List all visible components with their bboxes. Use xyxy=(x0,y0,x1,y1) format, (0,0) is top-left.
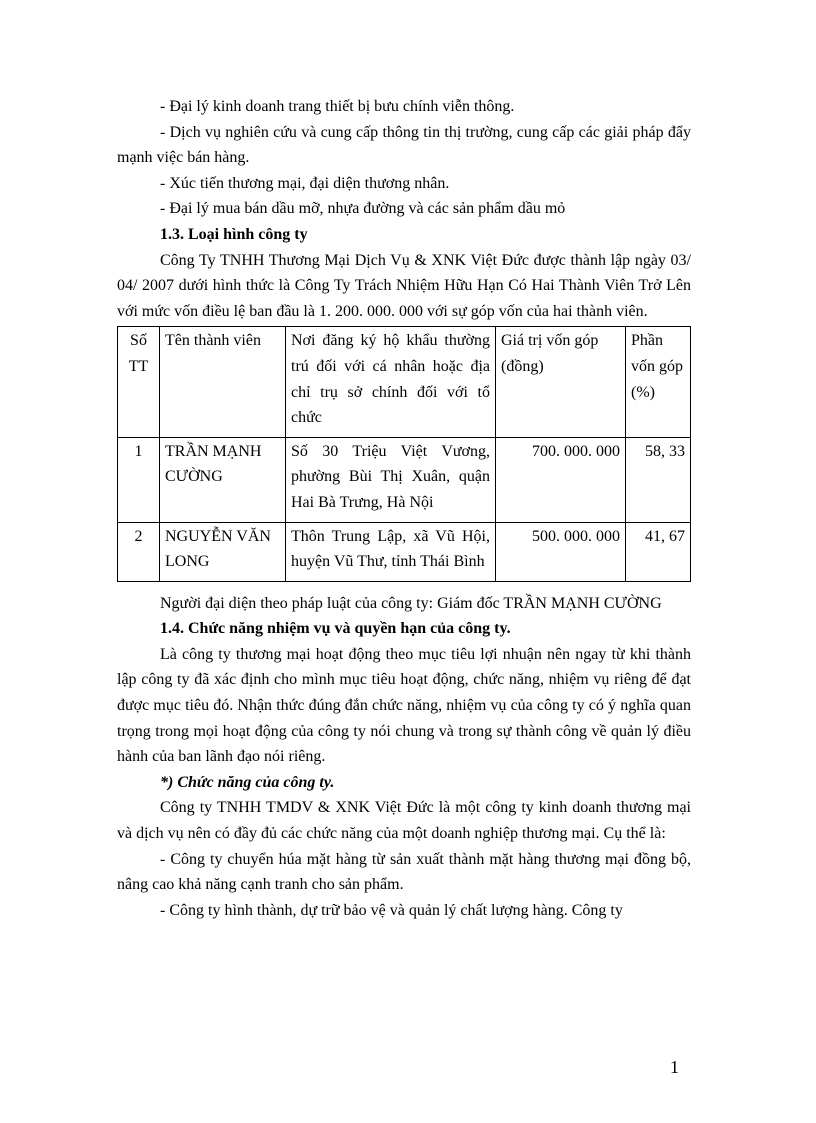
section-heading-1-3: 1.3. Loại hình công ty xyxy=(160,225,308,243)
table-row xyxy=(118,522,691,581)
cell-share: 41, 67 xyxy=(626,522,691,581)
cell-no: 1 xyxy=(118,437,160,522)
section-1-3-paragraph: Công Ty TNHH Thương Mại Dịch Vụ & XNK Việt Đức được thành lập ngày 03/ 04/ 2007 dưới hình thức là Công Ty Trách Nhiệm Hữu Hạn Có Hai Thành Viên Trở Lên với mức vốn điều lệ ban đầu là 1. 200. 000. 000 với sự góp vốn của hai thành viên. xyxy=(117,251,691,320)
functions-bullet: - Công ty chuyển húa mặt hàng từ sản xuất thành mặt hàng thương mại đồng bộ, nâng cao khả năng cạnh tranh cho sản phẩm. xyxy=(117,850,691,894)
section-heading-1-4: 1.4. Chức năng nhiệm vụ và quyền hạn của công ty. xyxy=(160,620,511,638)
page-number: 1 xyxy=(670,1057,679,1077)
functions-heading: *) Chức năng của công ty. xyxy=(160,773,335,791)
header-address: Nơi đăng ký hộ khẩu thường trú đối với cá nhân hoặc địa chỉ trụ sở chính đối với tổ chức xyxy=(286,327,496,437)
header-no: Số TT xyxy=(118,327,160,437)
functions-bullet: - Công ty hình thành, dự trữ bảo vệ và quản lý chất lượng hàng. Công ty xyxy=(160,901,623,919)
table-header-row xyxy=(118,327,691,437)
cell-address: Số 30 Triệu Việt Vương, phường Bùi Thị Xuân, quận Hai Bà Trưng, Hà Nội xyxy=(286,437,496,522)
legal-representative: Người đại diện theo pháp luật của công ty: Giám đốc TRẦN MẠNH CƯỜNG xyxy=(160,594,662,612)
header-name: Tên thành viên xyxy=(160,327,286,437)
document-page xyxy=(117,94,691,923)
intro-line: - Đại lý kinh doanh trang thiết bị bưu chính viễn thông. xyxy=(160,98,515,115)
functions-paragraph: Công ty TNHH TMDV & XNK Việt Đức là một công ty kinh doanh thương mại và dịch vụ nên có đầy đủ các chức năng của một doanh nghiệp thương mại. Cụ thể là: xyxy=(117,799,691,843)
intro-line: - Dịch vụ nghiên cứu và cung cấp thông tin thị trường, cung cấp các giải pháp đẩy mạnh việc bán hàng. xyxy=(117,123,691,167)
header-share: Phần vốn góp (%) xyxy=(626,327,691,437)
cell-value: 500. 000. 000 xyxy=(496,522,626,581)
cell-no: 2 xyxy=(118,522,160,581)
members-table xyxy=(117,326,691,581)
cell-value: 700. 000. 000 xyxy=(496,437,626,522)
cell-address: Thôn Trung Lập, xã Vũ Hội, huyện Vũ Thư, tỉnh Thái Bình xyxy=(286,522,496,581)
cell-share: 58, 33 xyxy=(626,437,691,522)
table-row xyxy=(118,437,691,522)
intro-line: - Đại lý mua bán dầu mỡ, nhựa đường và các sản phẩm dầu mỏ xyxy=(160,200,566,218)
intro-line: - Xúc tiến thương mại, đại diện thương nhân. xyxy=(160,174,450,192)
cell-name: NGUYỄN VĂN LONG xyxy=(160,522,286,581)
header-value: Giá trị vốn góp (đồng) xyxy=(496,327,626,437)
cell-name: TRẦN MẠNH CƯỜNG xyxy=(160,437,286,522)
section-1-4-paragraph: Là công ty thương mại hoạt động theo mục tiêu lợi nhuận nên ngay từ khi thành lập công ty đã xác định cho mình mục tiêu hoạt động, chức năng, nhiệm vụ riêng để đạt được mục tiêu đó. Nhận thức đúng đắn chức năng, nhiệm vụ của công ty có ý nghĩa quan trọng trong mọi hoạt động của công ty nói chung và trong sự thành công về quản lý điều hành của ban lãnh đạo nói riêng. xyxy=(117,645,691,766)
